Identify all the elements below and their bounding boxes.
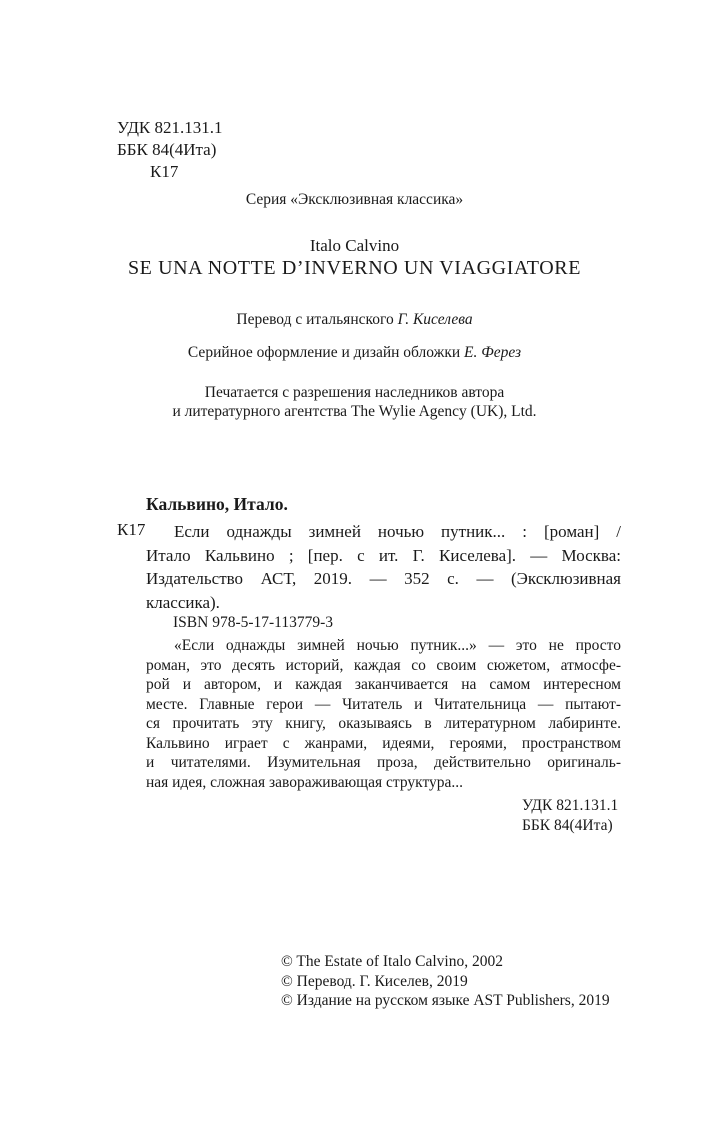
annotation-line: месте. Главные герои — Читатель и Читательница — пытают- — [146, 695, 621, 713]
description-line: Издательство АСТ, 2019. — 352 с. — (Эксклюзивная — [146, 569, 621, 588]
annotation-line: роман, это десять историй, каждая со своим сюжетом, атмосфе- — [146, 656, 621, 674]
catalog-description — [146, 520, 621, 614]
description-line: Итало Кальвино ; [пер. с ит. Г. Киселева]. — Москва: — [146, 545, 621, 565]
original-author: Italo Calvino — [309, 236, 400, 255]
translation-prefix: Перевод с итальянского — [236, 311, 394, 328]
copyright-block — [281, 952, 610, 1011]
annotation — [146, 636, 621, 792]
annotation-line: ная идея, сложная завораживающая структура... — [146, 773, 464, 791]
catalog-author: Кальвино, Итало. — [146, 494, 288, 514]
classification-block — [117, 117, 223, 183]
permission-notice — [0, 383, 709, 421]
annotation-line: ся прочитать эту книгу, оказываясь в литературном лабиринте. — [146, 715, 621, 732]
udk-code: УДК 821.131.1 — [522, 797, 619, 814]
copyright-line: © Перевод. Г. Киселев, 2019 — [281, 972, 468, 990]
author-mark: К17 — [150, 162, 179, 181]
series-name: Серия «Эксклюзивная классика» — [245, 191, 464, 208]
catalog-classification — [522, 796, 618, 836]
copyright-line: © Издание на русском языке AST Publishers, 2019 — [281, 992, 610, 1009]
copyright-line: © The Estate of Italo Calvino, 2002 — [281, 953, 503, 970]
bbk-code: ББК 84(4Ита) — [522, 817, 613, 834]
description-line: Если однажды зимней ночью путник... : [роман] / — [174, 522, 621, 541]
bbk-code: ББК 84(4Ита) — [117, 140, 217, 159]
annotation-line: Кальвино играет с жанрами, идеями, героями, пространством — [146, 734, 621, 752]
udk-code: УДК 821.131.1 — [117, 118, 223, 137]
designer-name: Е. Ферез — [464, 344, 522, 361]
translator-name: Г. Киселева — [397, 311, 473, 328]
design-prefix: Серийное оформление и дизайн обложки — [187, 344, 461, 361]
original-title: SE UNA NOTTE D’INVERNO UN VIAGGIATORE — [127, 257, 582, 279]
annotation-line: и читателями. Изумительная проза, действительно оригиналь- — [146, 754, 621, 771]
translation-credit — [0, 311, 709, 329]
annotation-line: «Если однажды зимней ночью путник...» — это не просто — [174, 637, 621, 654]
design-credit — [0, 344, 709, 362]
isbn: ISBN 978-5-17-113779-3 — [173, 614, 334, 631]
description-line: классика). — [146, 592, 220, 612]
permission-line: Печатается с разрешения наследников автора — [204, 384, 505, 401]
permission-line: и литературного агентства The Wylie Agency (UK), Ltd. — [172, 403, 537, 420]
annotation-line: рой и автором, и каждая заканчивается на самом интересном — [146, 676, 621, 693]
catalog-code: К17 — [117, 520, 146, 539]
